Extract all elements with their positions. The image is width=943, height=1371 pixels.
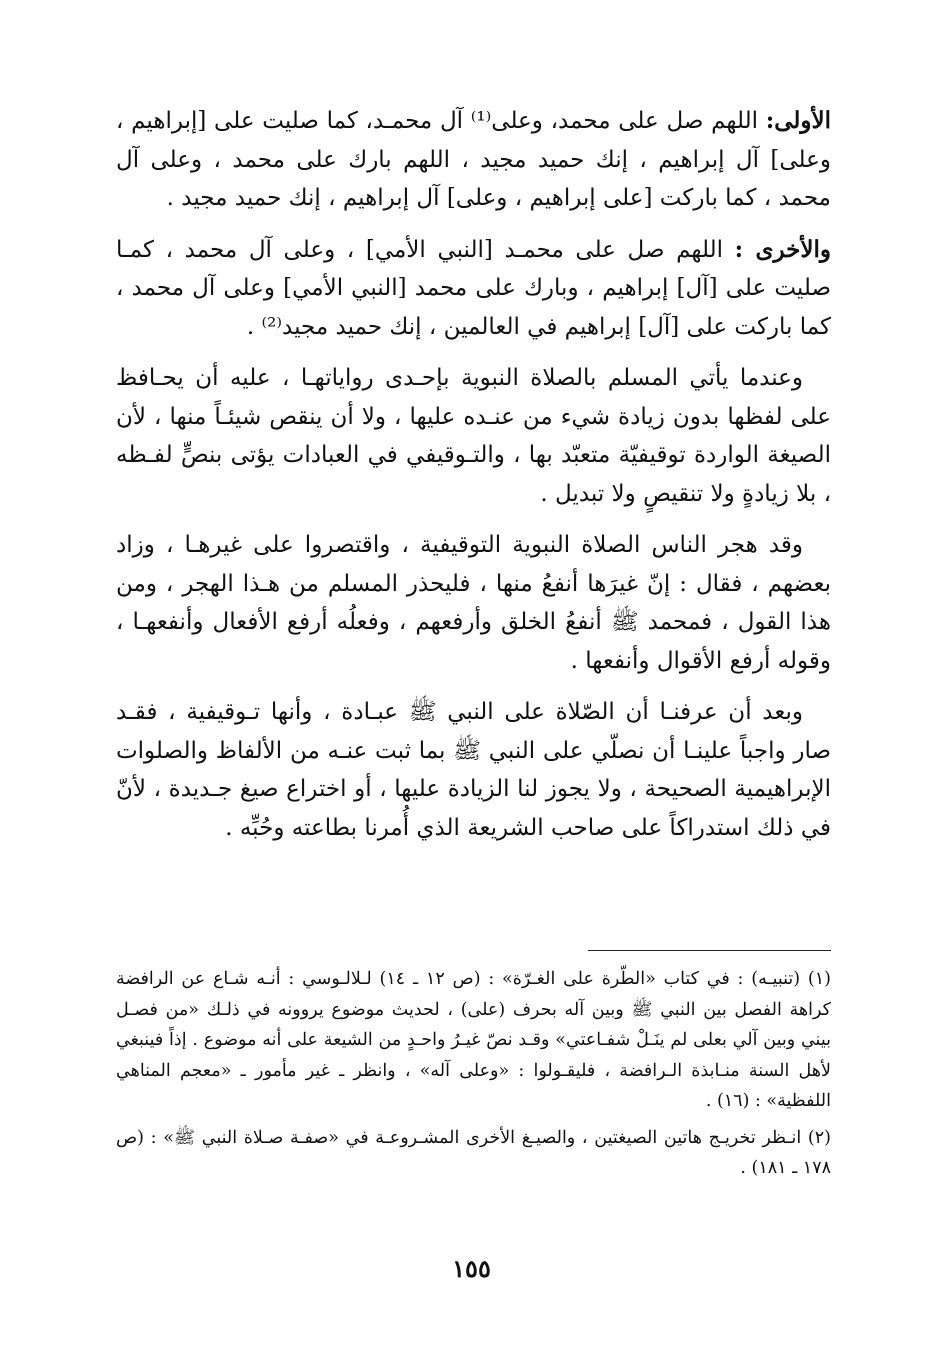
- paragraph-text: اللهم صل على محمد، وعلى⁽¹⁾ آل محمـد، كما صليت على [إبراهيم ، وعلى] آل إبراهيم ، إنك حميد مجيد ، اللهم بارك على محمد ، وعلى آل محمد ، كما باركت [على إبراهيم ، وعلى] آل إبراهيم ، إنك حميد مجيد .: [116, 108, 831, 211]
- main-text: [116, 102, 831, 860]
- paragraph-second-form: [116, 231, 831, 347]
- footnotes: [116, 964, 831, 1190]
- footnote-1: (١) (تنبيـه) : في كتاب «الطّرة على الغـرّة» : (ص ١٢ ـ ١٤) لـلالـوسي : أنـه شـاع عن الرافضة كراهة الفصل بين النبي ﷺ وبين آله بحرف (على) ، لحديث موضوع يروونه في ذلـك «من فصـل بيني وبين آلي بعلى لم ينَـلْ شفـاعتي» وقـد نصّ غيـرُ واحـدٍ من الشيعة على أنه موضوع . إذاً فينبغي لأهل السنة منـابذة الـرافضة ، فليقـولوا : «وعلى آله» ، وانظر ـ غير مأمور ـ «معجم المناهي اللفظية» : (١٦) .: [116, 969, 831, 1111]
- footnote-divider: [588, 950, 831, 951]
- paragraph-text: وقد هجر الناس الصلاة النبوية التوقيفية ، واقتصروا على غيرهـا ، وزاد بعضهم ، فقال : إنّ غيرَها أنفعُ منها ، فليحذر المسلم من هـذا الهجر ، ومن هذا القول ، فمحمد ﷺ أنفعُ الخلق وأرفعهم ، وفعلُه أرفع الأفعال وأنفعهـا ، وقوله أرفع الأقوال وأنفعها .: [116, 532, 831, 674]
- paragraph-conclusion: [116, 693, 831, 847]
- paragraph-text: وعندما يأتي المسلم بالصلاة النبوية بإحـدى رواياتهـا ، عليه أن يحـافظ على لفظها بدون زيادة شيء من عنـده عليها ، ولا أن ينقص شيئـاً منها ، لأن الصيغة الواردة توقيفيّة متعبّد بها ، والتـوقيفي في العبادات يؤتى بنصٍّ لفـظه ، بلا زيادةٍ ولا تنقيصٍ ولا تبديل .: [116, 365, 831, 507]
- paragraph-lead: الأولى:: [765, 107, 831, 134]
- paragraph-wording: [116, 359, 831, 513]
- page-number: ١٥٥: [452, 1254, 491, 1283]
- paragraph-abandonment: [116, 526, 831, 680]
- footnote-2: (٢) انـظر تخريـج هاتين الصيغتين ، والصيـغ الأخرى المشـروعـة في «صفـة صـلاة النبي ﷺ» : (ص ١٧٨ ـ ١٨١) .: [116, 1127, 831, 1178]
- paragraph-text: وبعد أن عرفنـا أن الصّلاة على النبي ﷺ عبـادة ، وأنها تـوقيفية ، فقـد صار واجباً علينـا أن نصلّي على النبي ﷺ بما ثبت عنـه من الألفاظ والصلوات الإبراهيمية الصحيحة ، ولا يجوز لنا الزيادة عليها ، أو اختراع صيغ جـديدة ، لأنّ في ذلك استدراكاً على صاحب الشريعة الذي أُمرنا بطاعته وحُبِّه .: [116, 699, 831, 841]
- paragraph-text: اللهم صل على محمـد [النبي الأمي] ، وعلى آل محمد ، كمـا صليت على [آل] إبراهيم ، وبارك على محمد [النبي الأمي] وعلى آل محمد ، كما باركت على [آل] إبراهيم في العالمين ، إنك حميد مجيد⁽²⁾ .: [116, 236, 831, 340]
- paragraph-lead: والأخرى :: [734, 235, 831, 263]
- paragraph-first-form: [116, 102, 831, 218]
